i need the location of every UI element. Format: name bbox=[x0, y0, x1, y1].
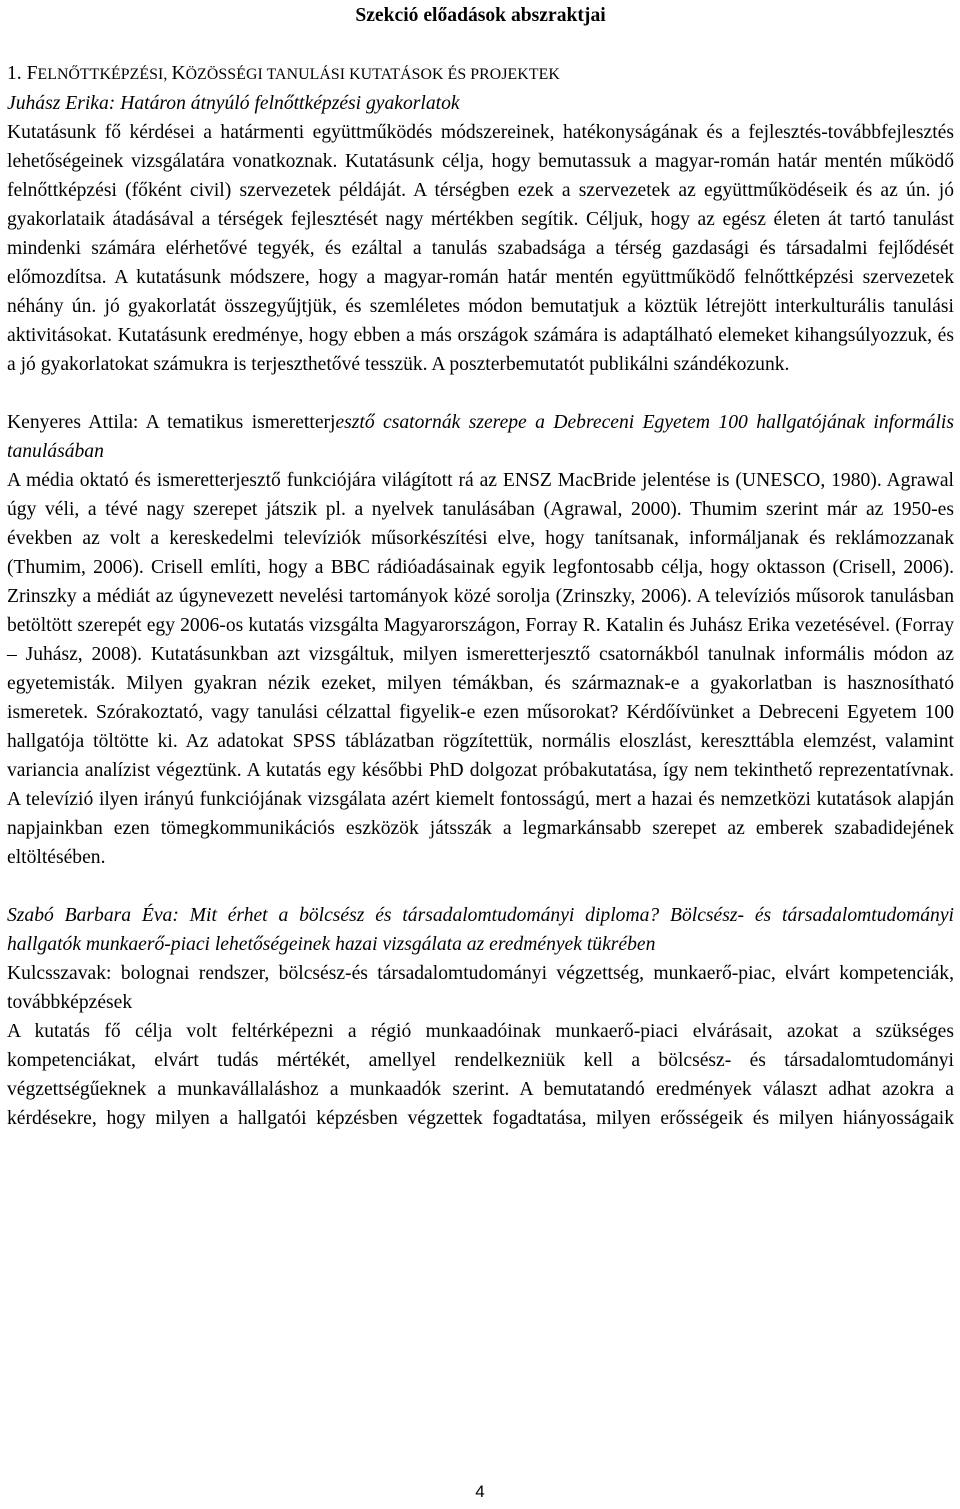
spacer bbox=[7, 379, 954, 408]
heading-smallcaps: ELNŐTTKÉPZÉSI, bbox=[37, 66, 172, 83]
abstract-body: A kutatás fő célja volt feltérképezni a régió munkaadóinak munkaerő-piaci elvárásait, azokat a szükséges kompetenciákat, elvárt tudás mértékét, amellyel rendelkezniük kell a bölcsész- és társadalomtudományi végzettségűeknek a munkavállaláshoz a munkaadók szerint. A bemutatandó eredmények választ adhat azokra a kérdésekre, hogy milyen a hallgatói képzésben végzettek fogadtatása, milyen erősségeik és milyen hiányosságaik bbox=[7, 1021, 954, 1129]
document-page bbox=[7, 0, 954, 1133]
heading-initial: F bbox=[26, 63, 38, 84]
abstract-kenyeres bbox=[7, 408, 954, 872]
heading-smallcaps: ÖZÖSSÉGI TANULÁSI KUTATÁSOK ÉS PROJEKTEK bbox=[185, 66, 560, 83]
abstract-author-title bbox=[7, 408, 954, 466]
spacer bbox=[7, 872, 954, 901]
abstract-juhasz bbox=[7, 89, 954, 379]
abstract-title-italic: esztő csatornák szerepe a Debreceni Egyetem 100 hallgatójának informális tanulásában bbox=[7, 412, 954, 462]
abstract-body: Kutatásunk fő kérdései a határmenti együttműködés módszereinek, hatékonyságának és a fejlesztés-továbbfejlesztés lehetőségeinek vizsgálatára vonatkoznak. Kutatásunk célja, hogy bemutassuk a magyar-román határ mentén működő felnőttképzési (főként civil) szervezetek példáját. A térségben ezek a szervezetek az együttműködéseik és az ún. jó gyakorlataik átadásával a térségek fejlesztését nagy mértékben segítik. Céljuk, hogy az egész életen át tartó tanulást mindenki számára elérhetővé tegyék, és ezáltal a tanulás szabadsága a térség gazdasági és társadalmi fejlődését előmozdítsa. A kutatásunk módszere, hogy a magyar-román határ mentén együttműködő felnőttképzési szervezetek néhány ún. jó gyakorlatát összegyűjtjük, és szemléletes módon bemutatjuk a köztük létrejött interkulturális tanulási aktivitásokat. Kutatásunk eredménye, hogy ebben a más országok számára is adaptálható elemeket kihangsúlyozzuk, és a jó gyakorlatokat számukra is terjeszthetővé tesszük. A poszterbemutatót publikálni szándékozunk. bbox=[7, 122, 954, 375]
abstract-author-title: Juhász Erika: Határon átnyúló felnőttképzési gyakorlatok bbox=[7, 93, 460, 114]
section-number: 1. bbox=[7, 63, 27, 84]
abstract-szabo bbox=[7, 901, 954, 1133]
heading-initial: K bbox=[171, 63, 186, 84]
abstract-author: Kenyeres Attila: bbox=[7, 412, 146, 433]
abstract-author-title: Szabó Barbara Éva: Mit érhet a bölcsész és társadalomtudományi diploma? Bölcsész- és társadalomtudományi hallgatók munkaerő-piaci lehetőségeinek hazai vizsgálata az eredmények tükrében bbox=[7, 905, 954, 955]
page-title: Szekció előadások abszraktjai bbox=[355, 5, 606, 26]
page-number: 4 bbox=[475, 1482, 485, 1501]
abstract-keywords: Kulcsszavak: bolognai rendszer, bölcsész-és társadalomtudományi végzettség, munkaerő-piac, elvárt kompetenciák, továbbképzések bbox=[7, 963, 954, 1013]
abstract-title-plain: A tematikus ismeretterj bbox=[145, 412, 336, 433]
abstract-body: A média oktató és ismeretterjesztő funkciójára világított rá az ENSZ MacBride jelentése is (UNESCO, 1980). Agrawal úgy véli, a tévé nagy szerepet játszik pl. a nyelvek tanulásában (Agrawal, 2000). Thumim szerint már az 1950-es években az volt a kereskedelmi televíziók műsorkészítési elve, hogy tanítsanak, informáljanak és reklámozzanak (Thumim, 2006). Crisell említi, hogy a BBC rádióadásainak egyik legfontosabb célja, hogy oktasson (Crisell, 2006). Zrinszky a médiát az úgynevezett nevelési tartományok közé sorolja (Zrinszky, 2006). A televíziós műsorok tanulásban betöltött szerepét egy 2006-os kutatás vizsgálta Magyarországon, Forray R. Katalin és Juhász Erika vezetésével. (Forray – Juhász, 2008). Kutatásunkban azt vizsgáltuk, milyen ismeretterjesztő csatornákból tanulnak informális módon az egyetemisták. Milyen gyakran nézik ezeket, milyen témákban, és származnak-e a gyakorlatban is hasznosítható ismeretek. Szórakoztató, vagy tanulási célzattal figyelik-e ezen műsorokat? Kérdőívünket a Debreceni Egyetem 100 hallgatója töltötte ki. Az adatokat SPSS táblázatban rögzítettük, normális eloszlást, kereszttábla elemzést, valamint variancia analízist végeztünk. A kutatás egy későbbi PhD dolgozat próbakutatása, így nem tekinthető reprezentatívnak. A televízió ilyen irányú funkciójának vizsgálata azért kiemelt fontosságú, mert a hazai és nemzetközi kutatások alapján napjainkban ezen tömegkommunikációs eszközök játsszák a legmarkánsabb szerepet az emberek szabadidejének eltöltésében. bbox=[7, 470, 954, 868]
section-heading bbox=[7, 59, 954, 89]
